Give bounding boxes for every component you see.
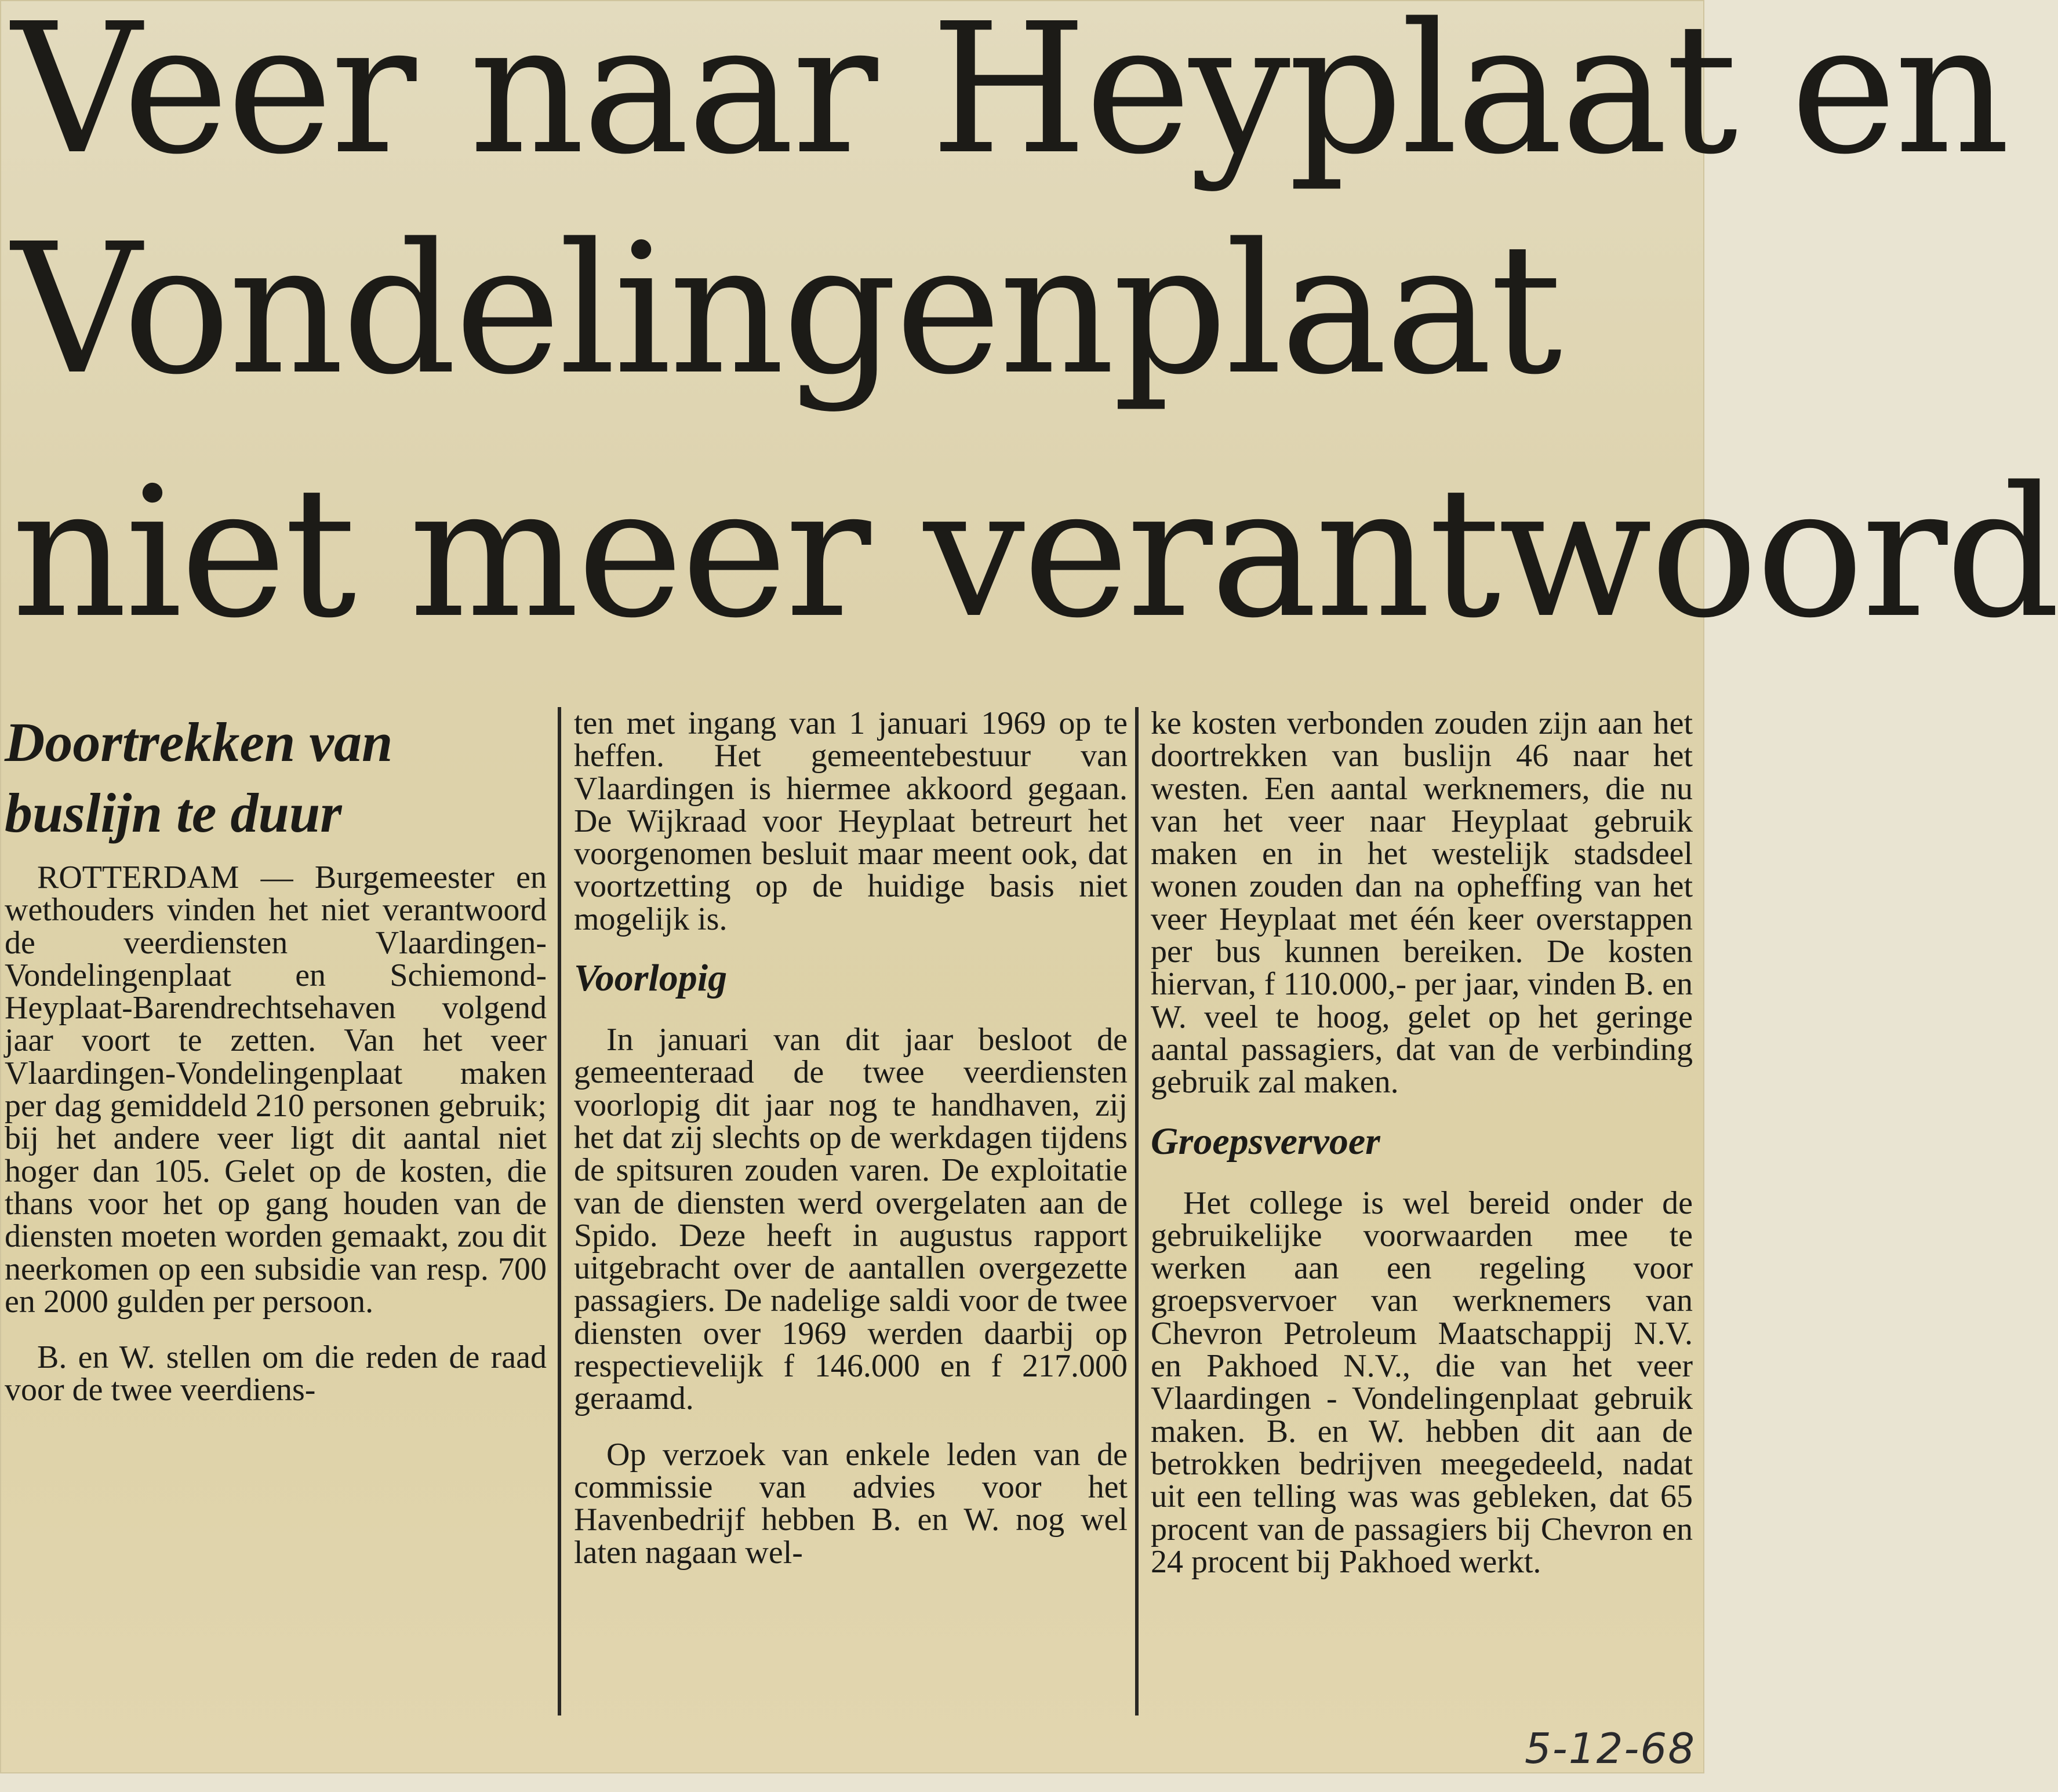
article-column-1: [5, 707, 547, 1407]
column2-paragraph-1: ten met ingang van 1 januari 1969 op te heffen. Het gemeentebestuur van Vlaardingen is hiermee akkoord gegaan. De Wijkraad voor Heyplaat betreurt het voorgenomen besluit maar meent ook, dat voortzetting op de huidige basis niet mogelijk is.: [574, 705, 1128, 937]
article-column-2: [574, 707, 1128, 1569]
column-divider-1: [558, 707, 561, 1715]
headline-line-2: Vondelingenplaat: [12, 205, 1560, 414]
column2-paragraph-2: In januari van dit jaar besloot de gemeenteraad de twee veerdiensten voorlopig dit jaar nog te handhaven, zij het dat zij slechts op de werkdagen tijdens de spitsuren zouden varen. De exploitatie van de diensten werd overgelaten aan de Spido. Deze heeft in augustus rapport uitgebracht over de aantallen overgezette passagiers. De nadelige saldi voor de twee diensten over 1969 werden daarbij op respectievelijk f 146.000 en f 217.000 geraamd.: [574, 1022, 1128, 1417]
handwritten-date: 5-12-68: [1525, 1724, 1696, 1773]
column1-paragraph-2: B. en W. stellen om die reden de raad voor de twee veerdiens-: [5, 1339, 547, 1408]
section-heading-groepsvervoer: Groepsvervoer: [1151, 1120, 1380, 1163]
column-divider-2: [1135, 707, 1139, 1715]
column3-paragraph-1: ke kosten verbonden zouden zijn aan het doortrekken van buslijn 46 naar het westen. Een aantal werknemers, die nu van het veer naar Heyplaat gebruik maken en in het westelijk stadsdeel wonen zouden dan na opheffing van het veer Heyplaat met één keer overstappen per bus kunnen bereiken. De kosten hiervan, f 110.000,- per jaar, vinden B. en W. veel te hoog, gelet op het geringe aantal passagiers, dat van de verbinding gebruik zal maken.: [1151, 705, 1693, 1101]
article-column-3: [1151, 707, 1693, 1578]
column2-paragraph-3: Op verzoek van enkele leden van de commissie van advies voor het Havenbedrijf hebben B. en W. nog wel laten nagaan wel-: [574, 1436, 1128, 1571]
headline-line-1: Veer naar Heyplaat en: [12, 0, 2008, 194]
headline-line-3: niet meer verantwoord: [12, 449, 2058, 658]
column3-paragraph-2: Het college is wel bereid onder de gebruikelijke voorwaarden mee te werken aan een regeling voor groepsvervoer van werknemers van Chevron Petroleum Maatschappij N.V. en Pakhoed N.V., die van het veer Vlaardingen - Vondelingenplaat gebruik maken. B. en W. hebben dit aan de betrokken bedrijven meegedeeld, nadat uit een telling was was gebleken, dat 65 procent van de passagiers bij Chevron en 24 procent bij Pakhoed werkt.: [1151, 1185, 1693, 1580]
section-heading-voorlopig: Voorlopig: [574, 957, 728, 1000]
subheadline: Doortrekken van buslijn te duur: [5, 711, 393, 844]
column1-paragraph-1: ROTTERDAM — Burgemeester en wethouders vinden het niet verantwoord de veerdiensten Vlaardingen-Vondelingenplaat en Schiemond-Heyplaat-Barendrechtsehaven volgend jaar voort te zetten. Van het veer Vlaardingen-Vondelingenplaat maken per dag gemiddeld 210 personen gebruik; bij het andere veer ligt dit aantal niet hoger dan 105. Gelet op de kosten, die thans voor het op gang houden van de diensten moeten worden gemaakt, zou dit neerkomen op een subsidie van resp. 700 en 2000 gulden per persoon.: [5, 859, 547, 1320]
